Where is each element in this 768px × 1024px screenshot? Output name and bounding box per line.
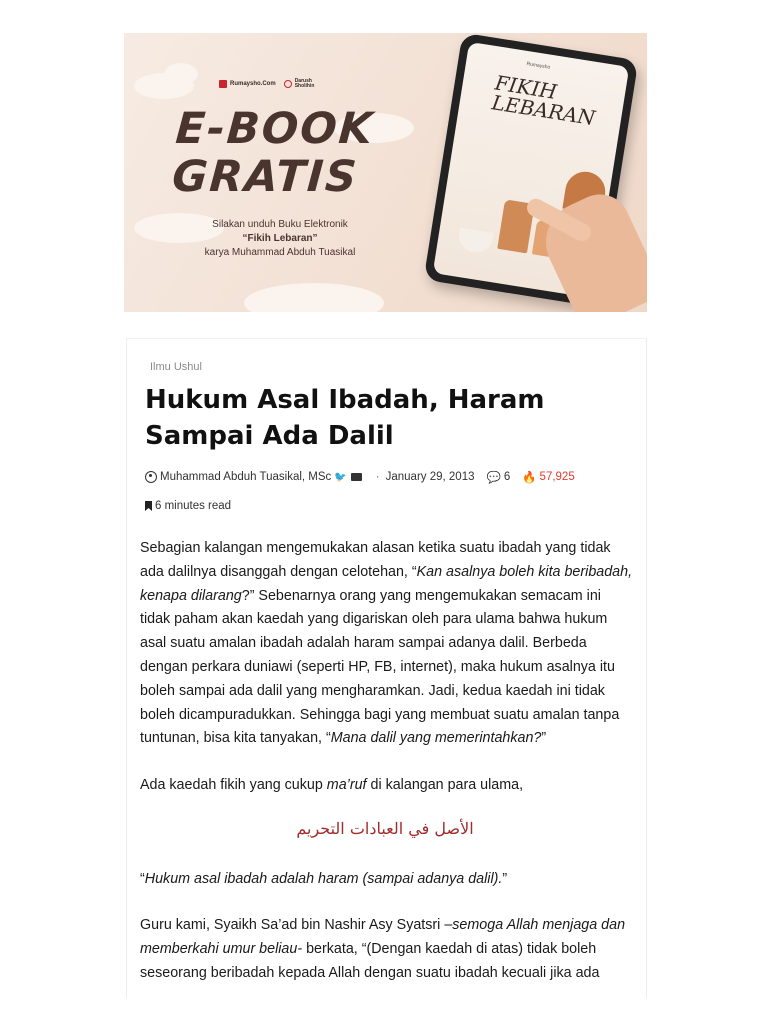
banner-author-line: karya Muhammad Abduh Tuasikal bbox=[204, 247, 356, 258]
read-time-label: 6 minutes read bbox=[155, 500, 232, 512]
post-date: January 29, 2013 bbox=[385, 471, 475, 483]
banner-subtitle bbox=[180, 218, 380, 260]
darush-sholihin-logo-icon bbox=[284, 80, 292, 88]
banner-title: E-BOOK GRATIS bbox=[170, 104, 376, 202]
arabic-principle: الأصل في العبادات التحريم bbox=[296, 819, 474, 838]
cloud-decoration bbox=[164, 63, 198, 85]
rumaysho-logo bbox=[219, 80, 276, 88]
meta-separator: · bbox=[375, 471, 380, 483]
italic-quote: Kan asalnya boleh kita beribadah, kenapa dilarang bbox=[140, 563, 633, 604]
text-segment: ?” Sebenarnya orang yang mengemukakan semacam ini tidak paham akan kaedah yang digariskan oleh para ulama bahwa hukum asal suatu amalan ibadah adalah haram sampai adanya dalil. Berbeda dengan perkara duniawi (seperti HP, FB, internet), maka hukum asalnya itu boleh sampai ada dalil yang mengharamkan. Jadi, kedua kaedah ini tidak boleh dicampuradukkan. Sehingga bagi yang membuat suatu amalan tanpa tuntunan, bisa kita tanyakan, “ bbox=[140, 587, 620, 747]
category-link[interactable]: Ilmu Ushul bbox=[150, 361, 202, 373]
text-segment: “ bbox=[140, 871, 145, 887]
text-segment: Ada kaedah fikih yang cukup bbox=[140, 777, 327, 793]
read-time bbox=[145, 500, 231, 512]
views-counter bbox=[522, 470, 575, 484]
paragraph-4 bbox=[140, 914, 635, 985]
text-segment: berkata, “(Dengan kaedah di atas) tidak boleh seseorang beribadah kepada Allah dengan suatu ibadah kecuali jika ada bbox=[140, 940, 600, 981]
email-icon[interactable] bbox=[351, 473, 362, 481]
text-segment: Sebagian kalangan mengemukakan alasan ketika suatu ibadah yang tidak ada dalilnya disanggah dengan celotehan, “ bbox=[140, 540, 611, 580]
text-segment: ” bbox=[502, 871, 508, 887]
ebook-banner[interactable] bbox=[124, 33, 647, 312]
comments-icon: 💬 bbox=[486, 472, 501, 484]
banner-book-title: “Fikih Lebaran” bbox=[242, 233, 318, 244]
views-count: 57,925 bbox=[539, 471, 575, 483]
bookmark-icon bbox=[145, 501, 152, 511]
brand-logos bbox=[219, 79, 323, 89]
comments-count: 6 bbox=[503, 471, 511, 483]
post-meta bbox=[145, 470, 575, 484]
darush-sholihin-logo-text: Darush Sholihin bbox=[294, 78, 315, 89]
paragraph-2 bbox=[140, 774, 635, 798]
rumaysho-logo-text: Rumaysho.Com bbox=[230, 81, 276, 87]
cloud-decoration bbox=[244, 283, 384, 312]
text-segment: ” bbox=[541, 730, 547, 747]
article-title: Hukum Asal Ibadah, Haram Sampai Ada Dalil bbox=[145, 385, 545, 451]
bowl-illustration bbox=[457, 228, 494, 255]
paragraph-3 bbox=[140, 868, 635, 892]
tablet-logo: Rumaysho bbox=[526, 61, 551, 71]
text-segment: Guru kami, Syaikh Sa’ad bin Nashir Asy Syatsri – bbox=[140, 917, 453, 933]
italic-quote: Mana dalil yang memerintahkan? bbox=[330, 730, 542, 747]
italic-term: ma’ruf bbox=[326, 777, 367, 793]
italic-translation: Hukum asal ibadah adalah haram (sampai adanya dalil). bbox=[144, 871, 503, 887]
darush-sholihin-logo bbox=[284, 79, 323, 89]
text-segment: di kalangan para ulama, bbox=[366, 777, 524, 793]
fire-icon: 🔥 bbox=[522, 472, 537, 484]
twitter-icon[interactable]: 🐦 bbox=[334, 471, 347, 483]
user-icon bbox=[145, 471, 157, 483]
comments-link[interactable] bbox=[486, 470, 510, 484]
tablet-book-title: FIKIH LEBARAN bbox=[490, 70, 597, 131]
italic-prayer: semoga Allah menjaga dan memberkahi umur beliau- bbox=[140, 917, 626, 957]
author-link[interactable]: Muhammad Abduh Tuasikal, MSc bbox=[160, 471, 332, 483]
paragraph-1 bbox=[140, 537, 635, 751]
banner-subtitle-line: Silakan unduh Buku Elektronik bbox=[212, 219, 348, 230]
rumaysho-logo-icon bbox=[219, 80, 227, 88]
